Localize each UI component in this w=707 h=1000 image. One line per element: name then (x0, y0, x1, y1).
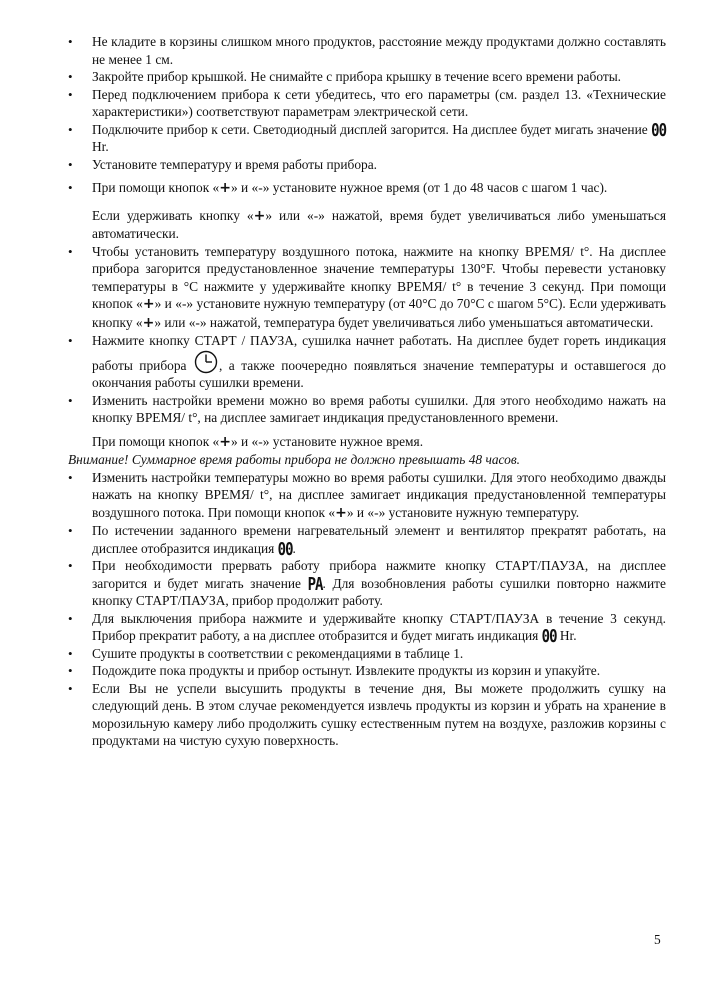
list-item: • При необходимости прервать работу прибора нажмите кнопку СТАРТ/ПАУЗА, на дисплее загорится и будет мигать значение PA. Для возобновления работы сушилки повторно нажмите кнопку СТАРТ/ПАУЗА, прибор продолжит работу. (68, 557, 666, 610)
display-indicator-00: 00 (651, 120, 666, 141)
plus-symbol: + (142, 296, 155, 312)
list-item: • Закройте прибор крышкой. Не снимайте с прибора крышку в течение всего времени работы. (68, 68, 666, 86)
plus-symbol: + (142, 314, 155, 331)
page-number: 5 (654, 932, 661, 947)
list-item: • Изменить настройки температуры можно во время работы сушилки. Для этого необходимо дважды нажать на кнопку ВРЕМЯ/ t°, на дисплее замигает индикация предустановленной температуры воздушного потока. При помощи кнопок «+» и «-» установите нужную температуру. (68, 469, 666, 523)
list-item: • Сушите продукты в соответствии с рекомендациями в таблице 1. (68, 645, 666, 663)
display-indicator-pa: PA (307, 574, 323, 595)
list-item: • Не кладите в корзины слишком много продуктов, расстояние между продуктами должно составлять не менее 1 см. (68, 33, 666, 68)
warning-note: Внимание! Суммарное время работы прибора не должно превышать 48 часов. (68, 452, 521, 467)
display-indicator-00: 00 (277, 539, 293, 560)
list-item: • Перед подключением прибора к сети убедитесь, что его параметры (см. раздел 13. «Технические характеристики») соответствуют параметрам электрической сети. (68, 86, 666, 121)
list-item: • Установите температуру и время работы прибора. (68, 156, 666, 174)
instruction-list (68, 33, 666, 750)
list-item: • Подождите пока продукты и прибор остынут. Извлеките продукты из корзин и упакуйте. (68, 662, 666, 680)
clock-icon (194, 350, 218, 374)
list-item: • Изменить настройки времени можно во время работы сушилки. Для этого необходимо нажать на кнопку ВРЕМЯ/ t°, на дисплее замигает индикация предустановленного времени. (68, 392, 666, 427)
plus-symbol: + (253, 207, 266, 224)
plus-symbol: + (219, 433, 231, 450)
list-item: • При помощи кнопок «+» и «-» установите нужное время (от 1 до 48 часов с шагом 1 час). (68, 179, 666, 198)
list-item-continuation: При помощи кнопок «+» и «-» установите нужное время. (92, 433, 424, 450)
list-item: • Чтобы установить температуру воздушного потока, нажмите на кнопку ВРЕМЯ/ t°. На дисплее прибора загорится предустановленное значение температуры 130°F. Чтобы перевести установку температуры в °С нажмите у удерживайте кнопку ВРЕМЯ/ t° в течение 3 секунд. При помощи кнопок «+» и «-» установите нужную температуру (от 40°С до 70°С с шагом 5°С). Если удерживать кнопку «+» или «-» нажатой, температура будет увеличиваться либо уменьшаться автоматически. (68, 243, 666, 333)
plus-symbol: + (219, 180, 231, 196)
plus-symbol: + (335, 504, 347, 521)
list-item-continuation: Если удерживать кнопку «+» или «-» нажатой, время будет увеличиваться либо уменьшаться автоматически. (92, 207, 666, 241)
list-item: • Если Вы не успели высушить продукты в течение дня, Вы можете продолжить сушку на следующий день. В этом случае рекомендуется извлечь продукты из корзин и убрать на хранение в морозильную камеру либо продолжить сушку естественным путем на воздухе, разложив корзины с продуктами на чистую сухую поверхность. (68, 680, 666, 750)
list-item: • Для выключения прибора нажмите и удерживайте кнопку СТАРТ/ПАУЗА в течение 3 секунд. Прибор прекратит работу, а на дисплее отобразится и будет мигать индикация 00 Hr. (68, 610, 666, 645)
list-item: • По истечении заданного времени нагревательный элемент и вентилятор прекратят работать, на дисплее отобразится индикация 00. (68, 522, 666, 557)
list-item: • Нажмите кнопку СТАРТ / ПАУЗА, сушилка начнет работать. На дисплее будет гореть индикация работы прибора , а также поочередно появляться значение температуры и оставшегося до окончания работы сушилки времени. (68, 332, 666, 392)
list-item: • Подключите прибор к сети. Светодиодный дисплей загорится. На дисплее будет мигать значение 00 Hr. (68, 121, 666, 156)
display-indicator-00: 00 (541, 627, 557, 647)
